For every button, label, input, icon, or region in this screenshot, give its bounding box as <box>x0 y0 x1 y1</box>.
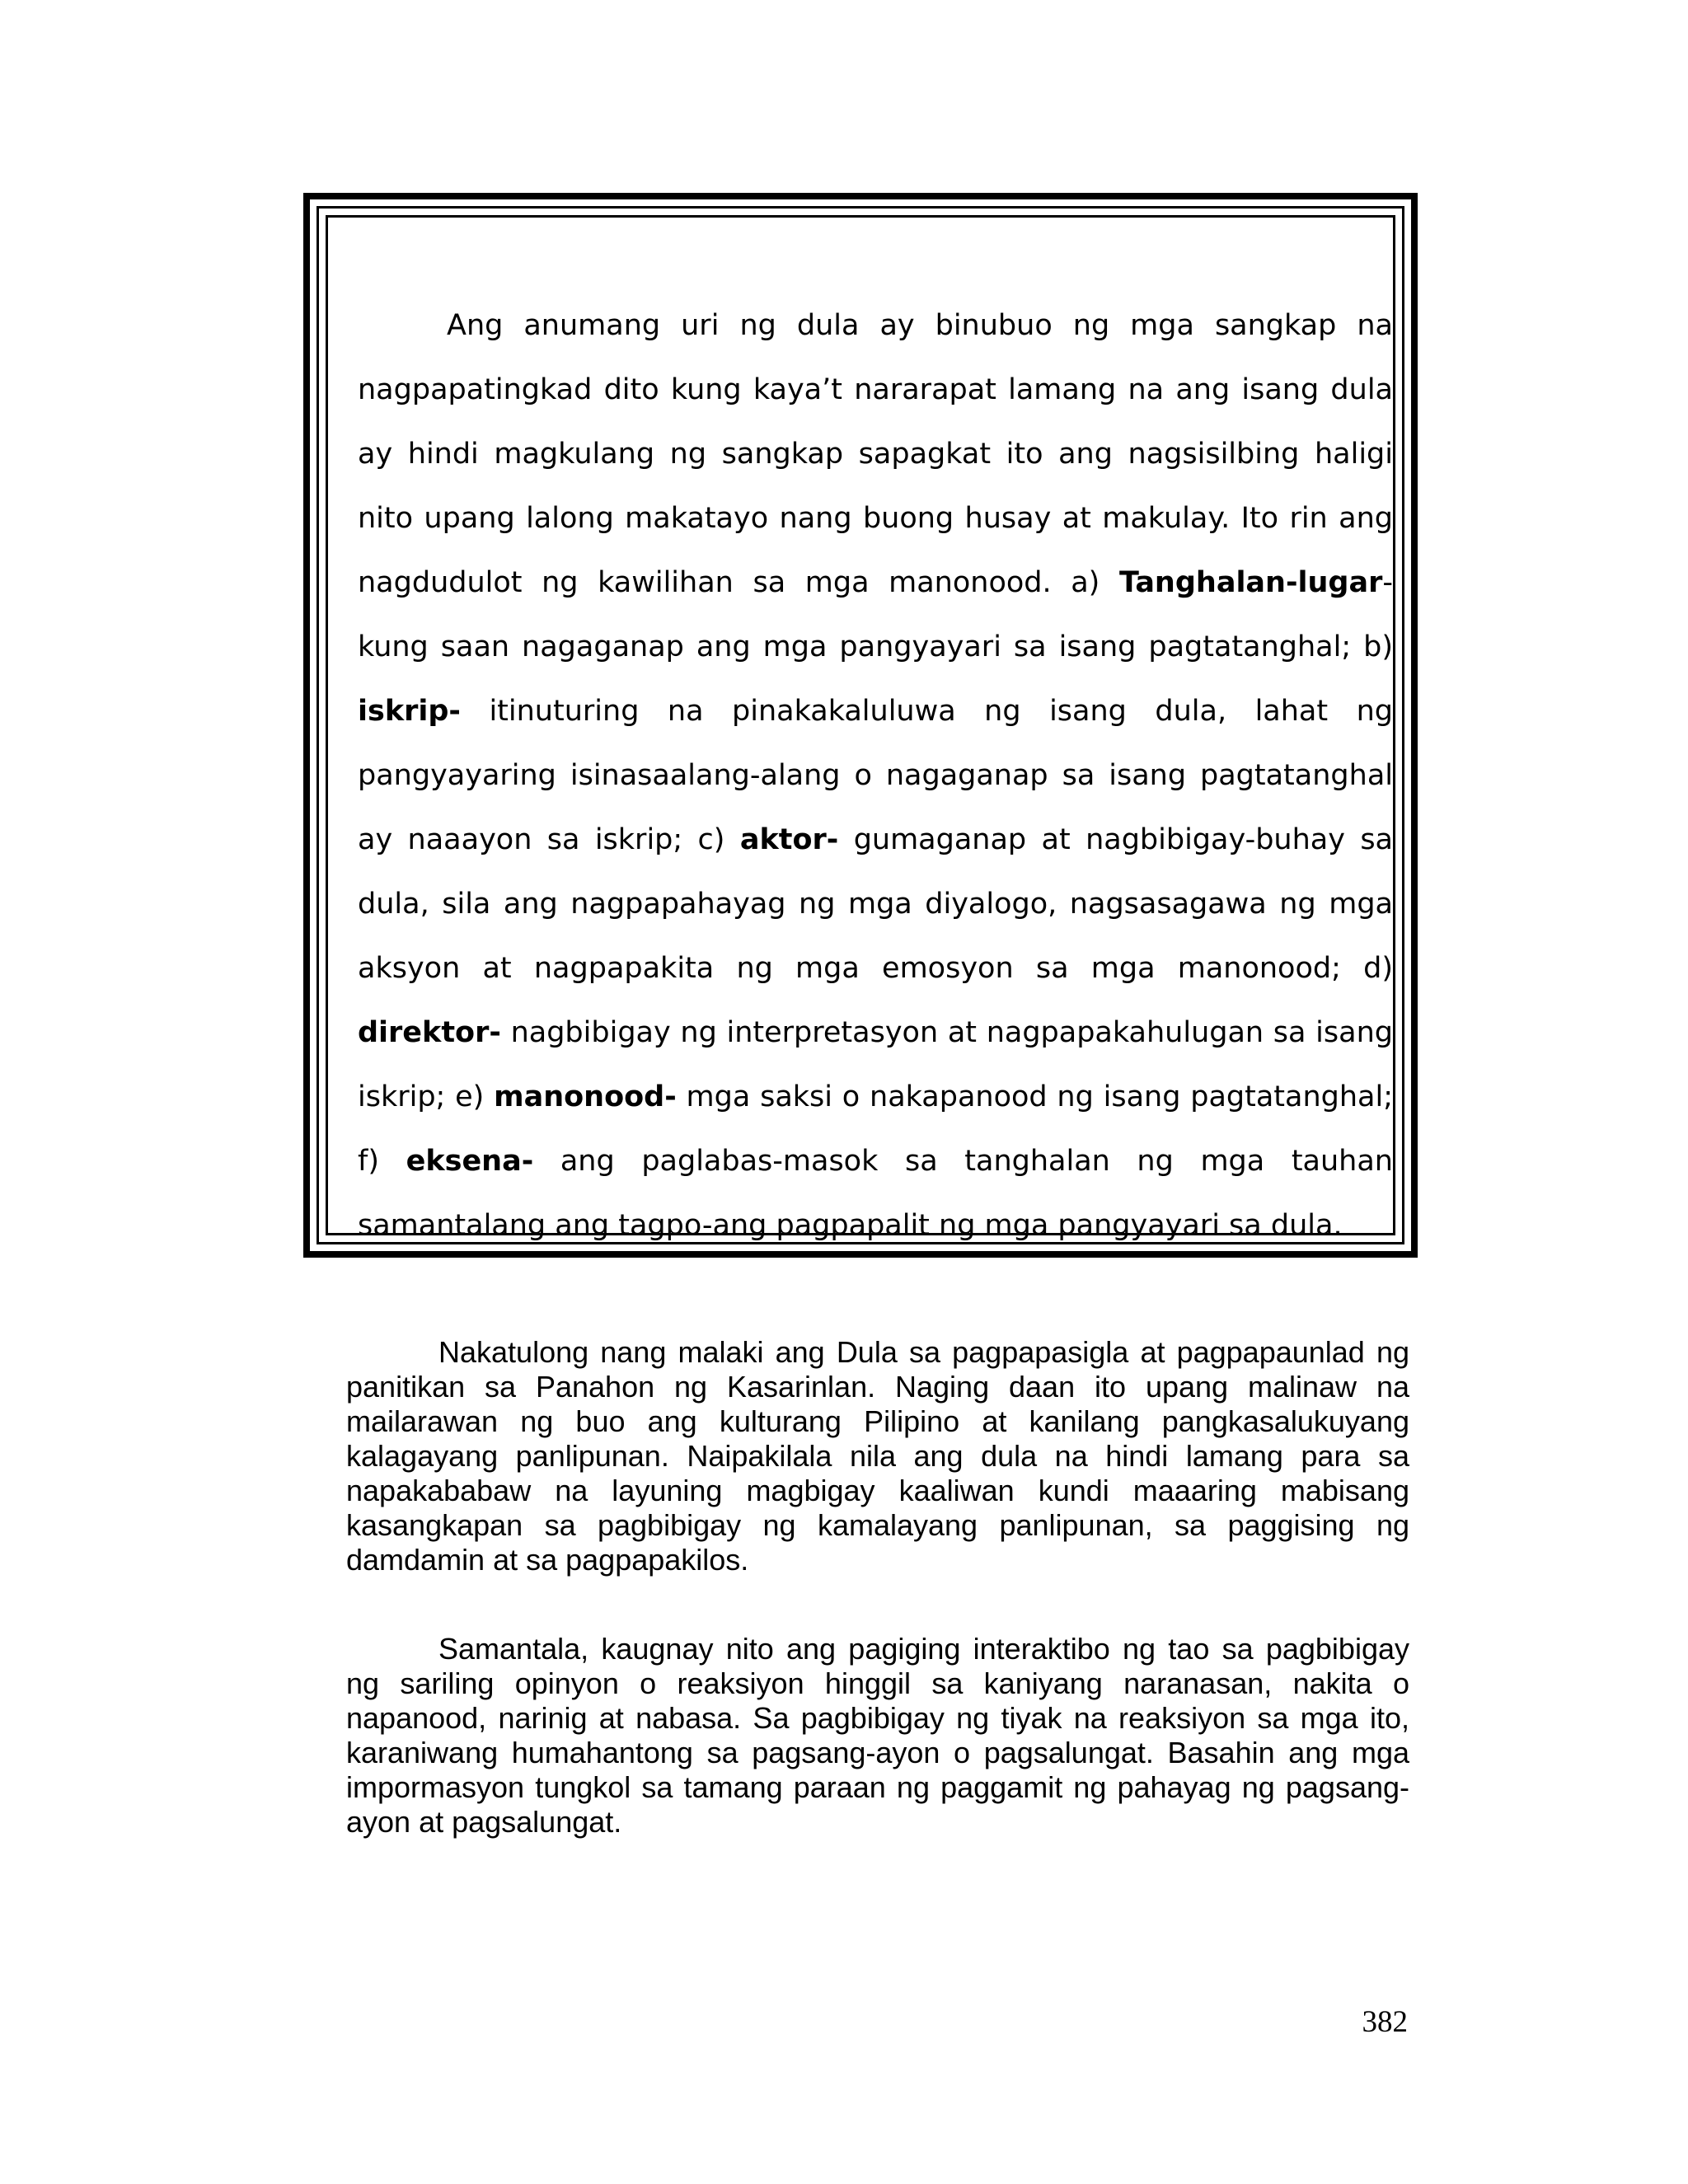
bordered-box <box>303 193 1418 1258</box>
box-text-segment: ang paglabas-masok sa tanghalan ng mga tauhan samantalang ang tagpo-ang pagpapalit ng mga pangyayari sa dula. <box>358 1145 1393 1242</box>
box-text-segment: gumaganap at nagbibigay-buhay sa dula, sila ang nagpapahayag ng mga diyalogo, nagsasagawa ng mga aksyon at nagpapakita ng mga emosyon sa mga manonood; d) <box>358 823 1394 985</box>
term-manonood: manonood- <box>494 1080 677 1113</box>
paragraph-text: Nakatulong nang malaki ang Dula sa pagpapasigla at pagpapaunlad ng panitikan sa Panahon ng Kasarinlan. Naging daan ito upang malinaw na mailarawan ng buo ang kulturang Pilipino at kanilang pangkasalukuyang kalagayang panlipunan. Naipakilala nila ang dula na hindi lamang para sa napakababaw na layuning magbigay kaaliwan kundi maaaring mabisang kasangkapan sa pagbibigay ng kamalayang panlipunan, sa paggising ng damdamin at sa pagpapakilos. <box>346 1335 1409 1577</box>
box-text-segment: mga saksi o nakapanood ng isang pagtatanghal; f) <box>358 1080 1393 1178</box>
box-border-inner <box>326 215 1395 1242</box>
box-text-segment: itinuturing na pinakakaluluwa ng isang dula, lahat ng pangyayaring isinasaalang-alang o nagaganap sa isang pagtatanghal ay naaayon sa iskrip; c) <box>358 695 1393 856</box>
body-paragraph-1 <box>346 1335 1409 1577</box>
term-aktor: aktor- <box>739 823 839 856</box>
term-tanghalan: Tanghalan-lugar <box>1118 566 1383 599</box>
box-paragraph <box>358 293 1393 1258</box>
term-iskrip: iskrip- <box>358 695 461 728</box>
box-text-segment: Ang anumang uri ng dula ay binubuo ng mga sangkap na nagpapatingkad dito kung kaya’t nararapat lamang na ang isang dula ay hindi magkulang ng sangkap sapagkat ito ang nagsisilbing haligi nito upang lalong makatayo nang buong husay at makulay. Ito rin ang nagdudulot ng kawilihan sa mga manonood. a) <box>358 309 1393 599</box>
term-eksena: eksena- <box>406 1145 534 1178</box>
box-border-middle <box>316 206 1404 1244</box>
body-paragraph-2 <box>346 1632 1409 1840</box>
box-text-segment: nagbibigay ng interpretasyon at nagpapakahulugan sa isang iskrip; e) <box>358 1016 1393 1113</box>
page-number: 382 <box>1362 2005 1408 2039</box>
term-direktor: direktor- <box>358 1016 501 1049</box>
paragraph-text: Samantala, kaugnay nito ang pagiging interaktibo ng tao sa pagbibigay ng sariling opinyon o reaksiyon hinggil sa kaniyang naranasan, nakita o napanood, narinig at nabasa. Sa pagbibigay ng tiyak na reaksiyon sa mga ito, karaniwang humahantong sa pagsang-ayon o pagsalungat. Basahin ang mga impormasyon tungkol sa tamang paraan ng paggamit ng pahayag ng pagsang-ayon at pagsalungat. <box>346 1632 1409 1839</box>
box-text-segment: - kung saan nagaganap ang mga pangyayari sa isang pagtatanghal; b) <box>358 566 1393 663</box>
